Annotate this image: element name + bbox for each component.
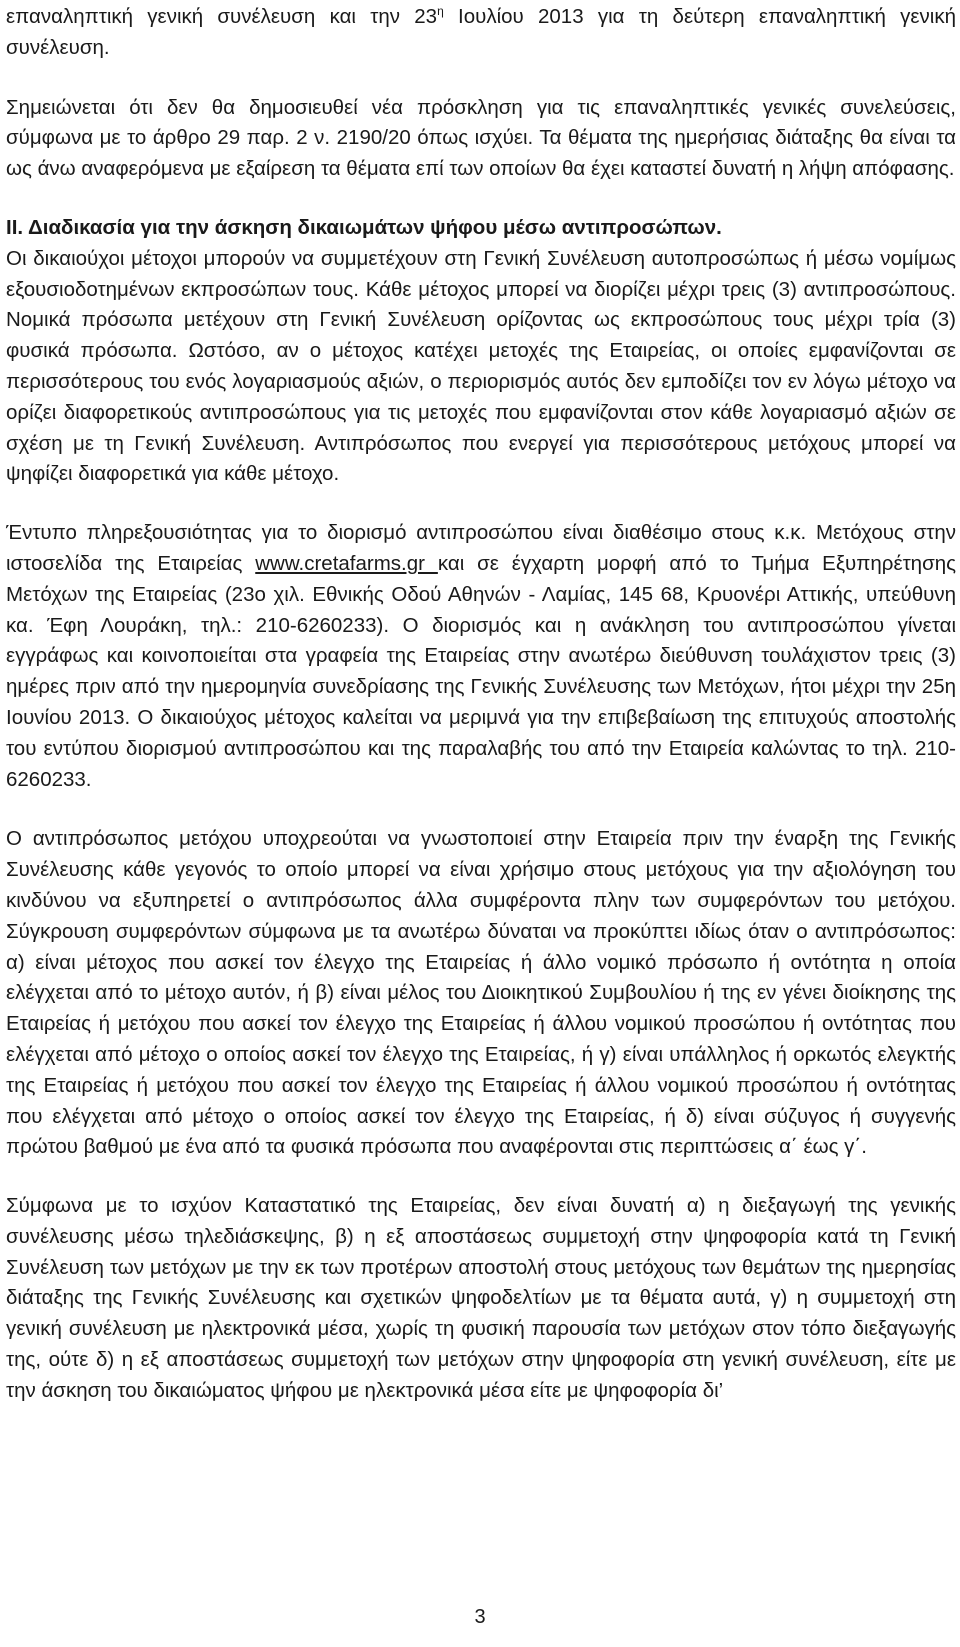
paragraph-spacer: [6, 1163, 956, 1191]
section-heading: ΙΙ. Διαδικασία για την άσκηση δικαιωμάτων ψήφου μέσω αντιπροσώπων.: [6, 215, 722, 239]
paragraph-text: επαναληπτική γενική συνέλευση και την 23: [6, 5, 438, 28]
paragraph-spacer: [6, 795, 956, 824]
superscript: η: [437, 4, 444, 19]
paragraph-text: Έντυπο πληρεξουσιότητας για το διορισμό αντιπροσώπου είναι διαθέσιμο στους κ.κ. Μετόχους στην ιστοσελίδα της Εταιρείας: [6, 521, 956, 575]
paragraph-general-assembly-dates: [6, 2, 956, 64]
document-body: [6, 2, 956, 1407]
paragraph-no-new-invitation: Σημειώνεται ότι δεν θα δημοσιευθεί νέα πρόσκληση για τις επαναληπτικές γενικές συνελεύσεις, σύμφωνα με το άρθρο 29 παρ. 2 ν. 2190/20 όπως ισχύει. Τα θέματα της ημερήσιας διάταξης θα είναι τα ως άνω αναφερόμενα με εξαίρεση τα θέματα επί των οποίων θα έχει καταστεί δυνατή η λήψη απόφασης.: [6, 95, 956, 181]
paragraph-text: και σε έγχαρτη μορφή από το Τμήμα Εξυπηρέτησης Μετόχων της Εταιρείας (23ο χιλ. Εθνικής Οδού Αθηνών - Λαμίας, 145 68, Κρυονέρι Αττικής, υπεύθυνη κα. Έφη Λουράκη, τηλ.: 210-6260233). Ο διορισμός και η ανάκληση του αντιπροσώπου γίνεται εγγράφως και κοινοποιείται στα γραφεία της Εταιρείας στην ανωτέρω διεύθυνση τουλάχιστον τρεις (3) ημέρες πριν από την ημερομηνία συνεδρίασης της Γενικής Συνέλευσης των Μετόχων, ήτοι μέχρι την 25η Ιουνίου 2013. Ο δικαιούχος μέτοχος καλείται να μεριμνά για την επιβεβαίωση της επιτυχούς αποστολής του εντύπου διορισμού αντιπροσώπου και της παραλαβής του από την Εταιρεία καλώντας το τηλ. 210-6260233.: [6, 551, 957, 791]
website-link[interactable]: www.cretafarms.gr: [255, 551, 438, 575]
paragraph-spacer: [6, 490, 956, 518]
page-number: 3: [474, 1606, 486, 1628]
paragraph-proxy-form: [6, 518, 956, 795]
section-proxy-voting: [6, 213, 956, 490]
paragraph-spacer: [6, 185, 956, 213]
paragraph-spacer: [6, 64, 956, 93]
paragraph-articles-of-association: Σύμφωνα με το ισχύον Καταστατικό της Εταιρείας, δεν είναι δυνατή α) η διεξαγωγή της γενικής συνέλευσης μέσω τηλεδιάσκεψης, β) η εξ αποστάσεως συμμετοχή στην ψηφοφορία κατά τη Γενική Συνέλευση των μετόχων με την εκ των προτέρων αποστολή στους μετόχους των θεμάτων της ημερησίας διάταξης της Γενικής Συνέλευσης και σχετικών ψηφοδελτίων με τα θέματα αυτά, γ) η συμμετοχή στη γενική συνέλευση με ηλεκτρονικά μέσα, χωρίς τη φυσική παρουσία των μετόχων στον τόπο διεξαγωγής της, ούτε δ) η εξ αποστάσεως συμμετοχή των μετόχων στην ψηφοφορία στη γενική συνέλευση, είτε με την άσκηση του δικαιώματος ψήφου με ηλεκτρονικά μέσα είτε με ψηφοφορία δι’: [6, 1194, 956, 1402]
paragraph-text: Ιουλίου 2013 για τη δεύτερη επαναληπτική γενική συνέλευση.: [6, 5, 956, 59]
paragraph-conflict-of-interest: Ο αντιπρόσωπος μετόχου υποχρεούται να γνωστοποιεί στην Εταιρεία πριν την έναρξη της Γενικής Συνέλευσης κάθε γεγονός το οποίο μπορεί να είναι χρήσιμο στους μετόχους για την αξιολόγηση του κινδύνου να εξυπηρετεί ο αντιπρόσωπος άλλα συμφέροντα πλην των συμφερόντων του μετόχου. Σύγκρουση συμφερόντων σύμφωνα με τα ανωτέρω δύναται να προκύπτει ιδίως όταν ο αντιπρόσωπος: α) είναι μέτοχος που ασκεί τον έλεγχο της Εταιρείας ή άλλο νομικό πρόσωπο ή οντότητα η οποία ελέγχεται από το μέτοχο αυτόν, ή β) είναι μέλος του Διοικητικού Συμβουλίου ή της εν γένει διοίκησης της Εταιρείας ή μετόχου που ασκεί τον έλεγχο της Εταιρείας ή άλλου νομικού προσώπου ή οντότητας που ελέγχεται από μέτοχο ο οποίος ασκεί τον έλεγχο της Εταιρείας, ή γ) είναι υπάλληλος ή ορκωτός ελεγκτής της Εταιρείας ή μετόχου που ασκεί τον έλεγχο της Εταιρείας ή άλλου νομικού προσώπου ή οντότητας που ελέγχεται από μέτοχο ο οποίος ασκεί τον έλεγχο της Εταιρείας, ή δ) είναι σύζυγος ή συγγενής πρώτου βαθμού με ένα από τα φυσικά πρόσωπα που αναφέρονται στις περιπτώσεις α΄ έως γ΄.: [6, 827, 956, 1159]
section-body: Οι δικαιούχοι μέτοχοι μπορούν να συμμετέχουν στη Γενική Συνέλευση αυτοπροσώπως ή μέσω νομίμως εξουσιοδοτημένων εκπροσώπων τους. Κάθε μέτοχος μπορεί να διορίζει μέχρι τρεις (3) αντιπροσώπους. Νομικά πρόσωπα μετέχουν στη Γενική Συνέλευση ορίζοντας ως εκπροσώπους τους μέχρι τρία (3) φυσικά πρόσωπα. Ωστόσο, αν ο μέτοχος κατέχει μετοχές της Εταιρείας, οι οποίες εμφανίζονται σε περισσότερους του ενός λογαριασμούς αξιών, ο περιορισμός αυτός δεν εμποδίζει τον εν λόγω μέτοχο να ορίζει διαφορετικούς αντιπροσώπους για τις μετοχές που εμφανίζονται στον κάθε λογαριασμό αξιών σε σχέση με τη Γενική Συνέλευση. Αντιπρόσωπος που ενεργεί για περισσότερους μετόχους μπορεί να ψηφίζει διαφορετικά για κάθε μέτοχο.: [6, 246, 956, 486]
